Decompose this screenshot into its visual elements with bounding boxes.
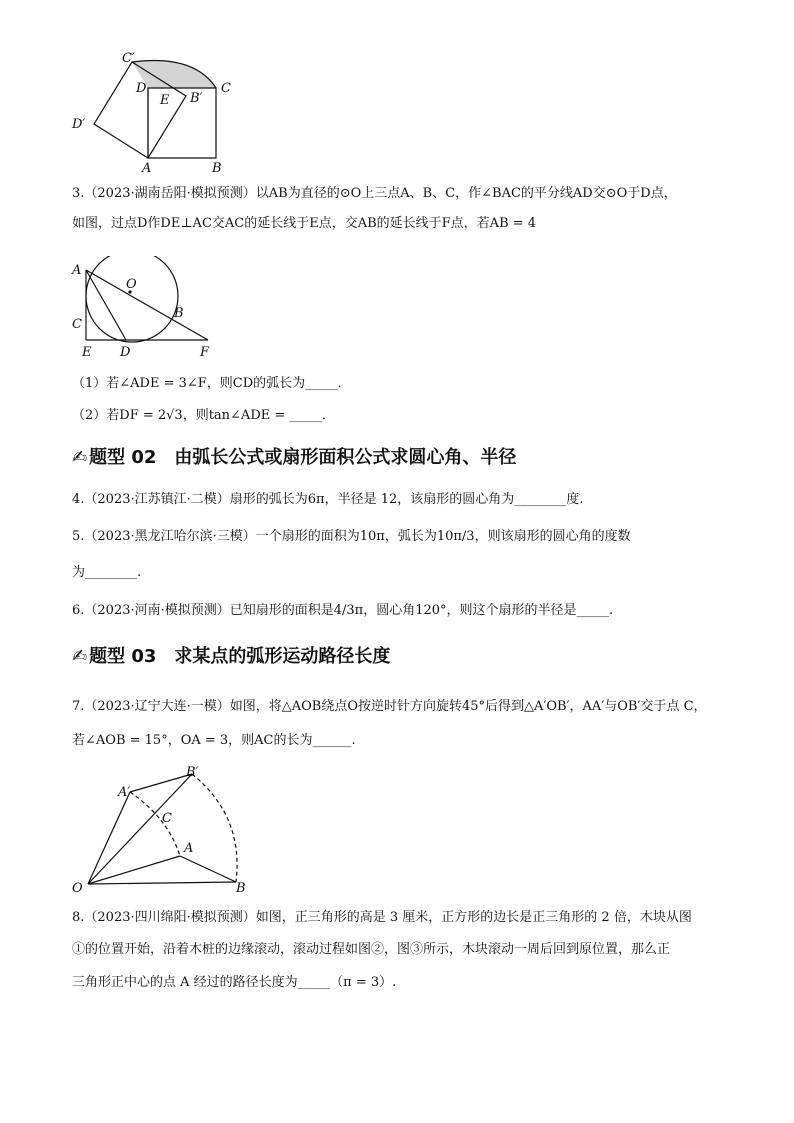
- figure-circle-tangent: [64, 256, 224, 360]
- label-o: O: [126, 277, 137, 292]
- label-a: A: [184, 841, 194, 856]
- section-02-number: 题型 02: [89, 447, 157, 468]
- figure-rotated-triangle: [64, 760, 264, 896]
- section-02-title: 由弧长公式或扇形面积公式求圆心角、半径: [174, 447, 517, 468]
- q3-text-line2: 如图，过点D作DE⊥AC交AC的延长线于E点，交AB的延长线于F点，若AB = 4: [72, 216, 537, 231]
- label-f: F: [200, 345, 210, 360]
- q3-text-line1: 3.（2023·湖南岳阳·模拟预测）以AB为直径的⊙O上三点A、B、C，作∠BAC的平分线AD交⊙O于D点，: [72, 186, 677, 201]
- label-b: B: [236, 881, 246, 896]
- label-a-prime: A′: [118, 785, 131, 800]
- label-b-prime: B′: [190, 91, 203, 106]
- q6-text: 6.（2023·河南·模拟预测）已知扇形的面积是4/3π，圆心角120°，则这个扇形的半径是_____.: [72, 603, 614, 618]
- q3-sub2: （2）若DF = 2√3，则tan∠ADE = _____．: [72, 408, 335, 423]
- label-c: C: [162, 811, 172, 826]
- label-o: O: [72, 881, 83, 896]
- q8-text-line1: 8.（2023·四川绵阳·模拟预测）如图，正三角形的高是 3 厘米，正方形的边长是正三角形的 2 倍，木块从图: [72, 910, 692, 925]
- label-a: A: [142, 161, 152, 176]
- label-b: B: [212, 161, 222, 176]
- label-d-prime: D′: [72, 117, 86, 132]
- section-02-heading: [72, 446, 516, 470]
- label-b: B: [174, 306, 184, 321]
- label-d: D: [136, 81, 147, 96]
- pencil-icon: ✍: [72, 447, 88, 468]
- q4-text: 4.（2023·江苏镇江·二模）扇形的弧长为6π，半径是 12，该扇形的圆心角为________度.: [72, 492, 584, 507]
- label-c: C: [221, 81, 231, 96]
- label-b-prime: B′: [186, 765, 199, 780]
- q8-text-line3: 三角形正中心的点 A 经过的路径长度为_____（π = 3）.: [72, 975, 397, 990]
- section-03-title: 求某点的弧形运动路径长度: [174, 646, 391, 667]
- label-a: A: [72, 263, 82, 278]
- q7-text-line2: 若∠AOB = 15°，OA = 3，则AC的长为______.: [72, 733, 356, 748]
- q8-text-line2: ①的位置开始，沿着木桩的边缘滚动，滚动过程如图②，图③所示，木块滚动一周后回到原位置，那么正: [72, 942, 671, 957]
- q7-text-line1: 7.（2023·辽宁大连·一模）如图，将△AOB绕点O按逆时针方向旋转45°后得到△A′OB′，AA′与OB′交于点 C，: [72, 699, 707, 714]
- q5-text-line1: 5.（2023·黑龙江哈尔滨·三模）一个扇形的面积为10π，弧长为10π/3，则该扇形的圆心角的度数: [72, 529, 631, 544]
- label-c: C: [72, 317, 82, 332]
- pencil-icon: ✍: [72, 646, 88, 667]
- section-03-heading: [72, 645, 390, 669]
- q5-text-line2: 为________.: [72, 565, 142, 580]
- label-d: D: [120, 345, 131, 360]
- figure-rotated-square: [64, 48, 244, 178]
- section-03-number: 题型 03: [89, 646, 157, 667]
- q3-sub1: （1）若∠ADE = 3∠F，则CD的弧长为_____．: [72, 376, 351, 391]
- label-e: E: [82, 345, 92, 360]
- label-c-prime: C′: [122, 51, 135, 66]
- label-e: E: [160, 93, 170, 108]
